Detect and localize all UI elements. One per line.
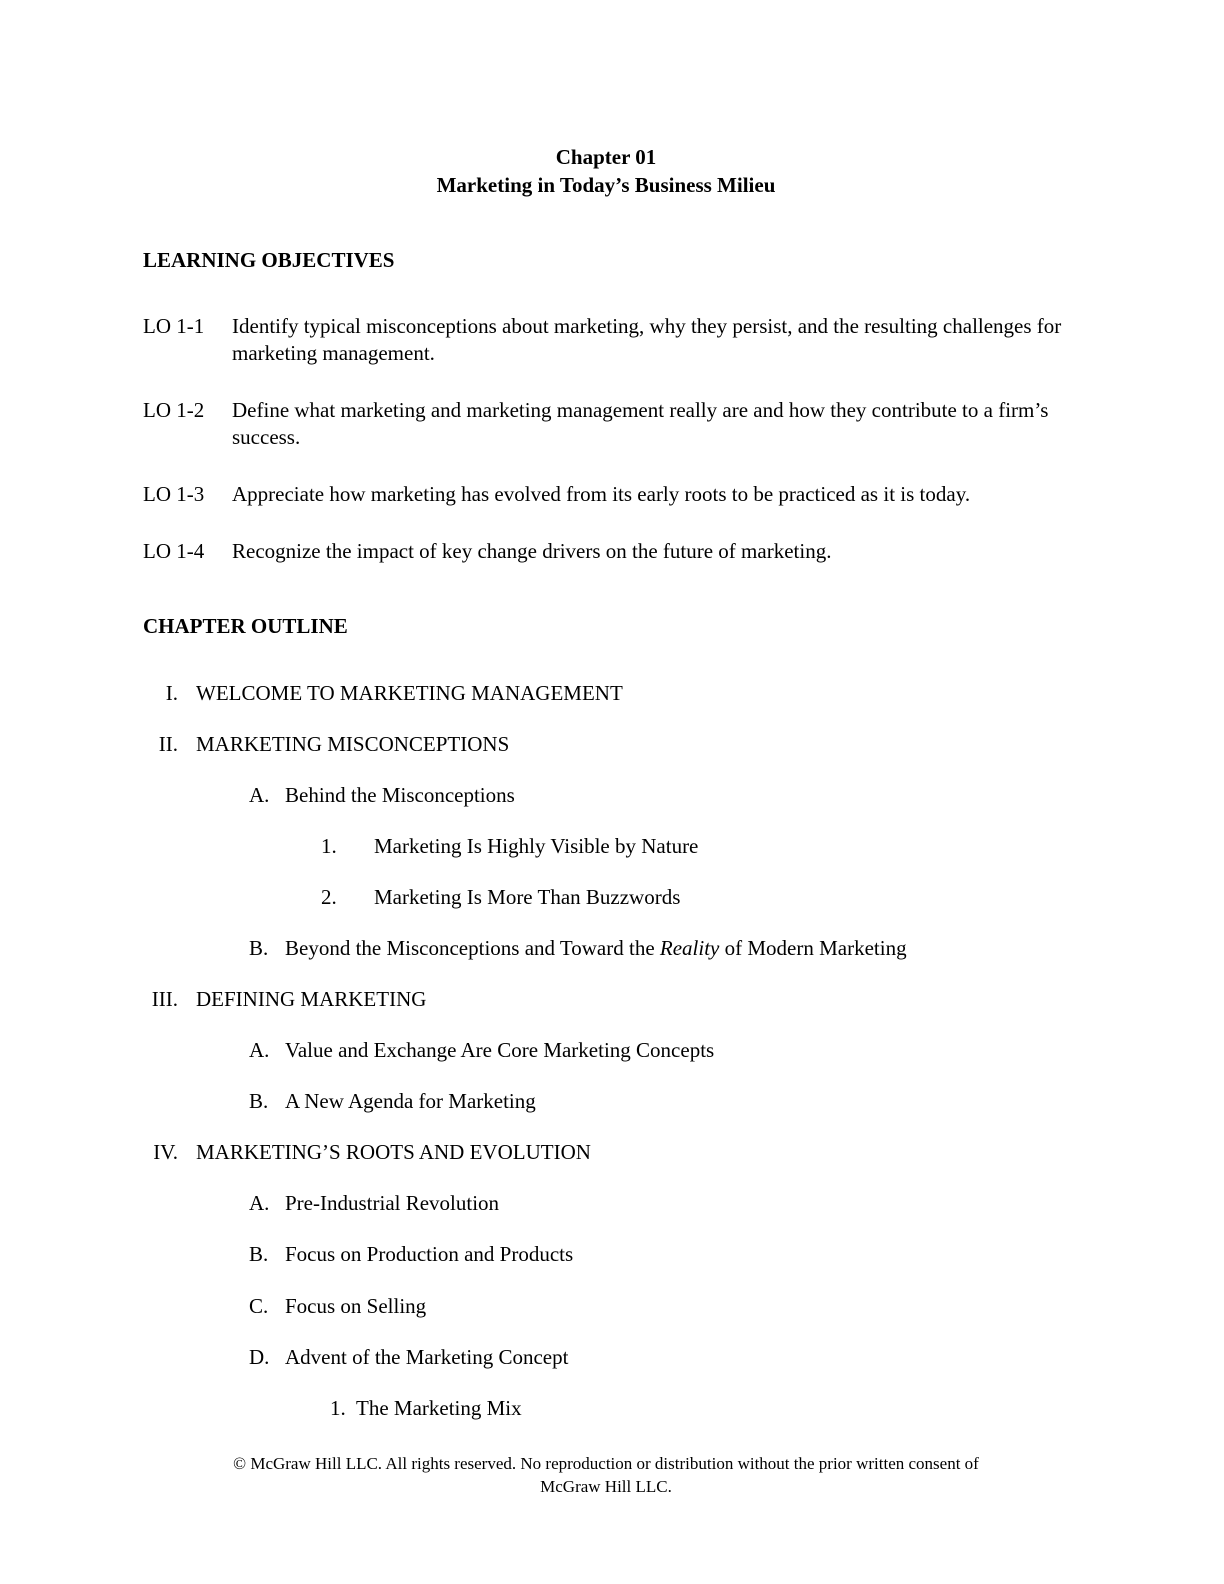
- lo-text: Recognize the impact of key change drivers on the future of marketing.: [232, 539, 832, 563]
- subsection-title-pre: Beyond the Misconceptions and Toward the: [285, 936, 660, 960]
- outline-item-number: 2.: [321, 885, 337, 909]
- outline-section-title: DEFINING MARKETING: [196, 987, 427, 1011]
- chapter-number: Chapter 01: [555, 145, 657, 169]
- lo-code: LO 1-1: [143, 314, 205, 338]
- outline-item-title: Marketing Is Highly Visible by Nature: [374, 834, 699, 858]
- outline-section-number: I.: [165, 681, 178, 705]
- lo-text: Appreciate how marketing has evolved from its early roots to be practiced as it is today.: [232, 482, 971, 506]
- lo-code: LO 1-4: [143, 539, 205, 563]
- outline-item-title: Marketing Is More Than Buzzwords: [374, 885, 681, 909]
- subsection-title-post: of Modern Marketing: [719, 936, 907, 960]
- outline-subsection-title: Behind the Misconceptions: [285, 783, 515, 807]
- outline-section-title: WELCOME TO MARKETING MANAGEMENT: [196, 681, 623, 705]
- learning-objectives-heading: LEARNING OBJECTIVES: [143, 248, 395, 272]
- chapter-title: Marketing in Today’s Business Milieu: [436, 173, 776, 197]
- lo-code: LO 1-3: [143, 482, 205, 506]
- lo-text: Define what marketing and marketing management really are and how they contribute to a firm’s success.: [232, 398, 1049, 449]
- outline-section-number: IV.: [153, 1140, 178, 1164]
- outline-subsection-letter: A.: [249, 1038, 270, 1062]
- chapter-outline-heading: CHAPTER OUTLINE: [143, 614, 348, 638]
- outline-subsection-title: A New Agenda for Marketing: [285, 1089, 536, 1113]
- outline-item-number: 1.: [330, 1396, 346, 1420]
- copyright-footer-line2: McGraw Hill LLC.: [540, 1477, 672, 1496]
- outline-subsection-title: [285, 935, 907, 961]
- outline-subsection-title: Focus on Production and Products: [285, 1242, 574, 1266]
- outline-subsection-letter: A.: [249, 783, 270, 807]
- lo-text: Identify typical misconceptions about marketing, why they persist, and the resulting challenges for marketing management.: [232, 314, 1062, 365]
- outline-section-title: MARKETING MISCONCEPTIONS: [196, 732, 510, 756]
- outline-subsection-title: Advent of the Marketing Concept: [285, 1345, 569, 1369]
- outline-section-number: II.: [158, 732, 178, 756]
- outline-subsection-title: Pre-Industrial Revolution: [285, 1191, 500, 1215]
- outline-subsection-letter: B.: [249, 936, 269, 960]
- outline-subsection-letter: B.: [249, 1089, 269, 1113]
- outline-subsection-letter: D.: [249, 1345, 270, 1369]
- outline-subsection-letter: B.: [249, 1242, 269, 1266]
- copyright-footer-line1: © McGraw Hill LLC. All rights reserved. No reproduction or distribution without the prior written consent of: [233, 1454, 979, 1473]
- outline-item-title: The Marketing Mix: [356, 1396, 522, 1420]
- lo-code: LO 1-2: [143, 398, 205, 422]
- subsection-title-emphasis: Reality: [659, 936, 720, 960]
- outline-subsection-title: Value and Exchange Are Core Marketing Concepts: [285, 1038, 715, 1062]
- outline-item-number: 1.: [321, 834, 337, 858]
- outline-subsection-title: Focus on Selling: [285, 1294, 427, 1318]
- outline-section-title: MARKETING’S ROOTS AND EVOLUTION: [196, 1140, 591, 1164]
- outline-subsection-letter: C.: [249, 1294, 269, 1318]
- outline-section-number: III.: [151, 987, 178, 1011]
- outline-subsection-letter: A.: [249, 1191, 270, 1215]
